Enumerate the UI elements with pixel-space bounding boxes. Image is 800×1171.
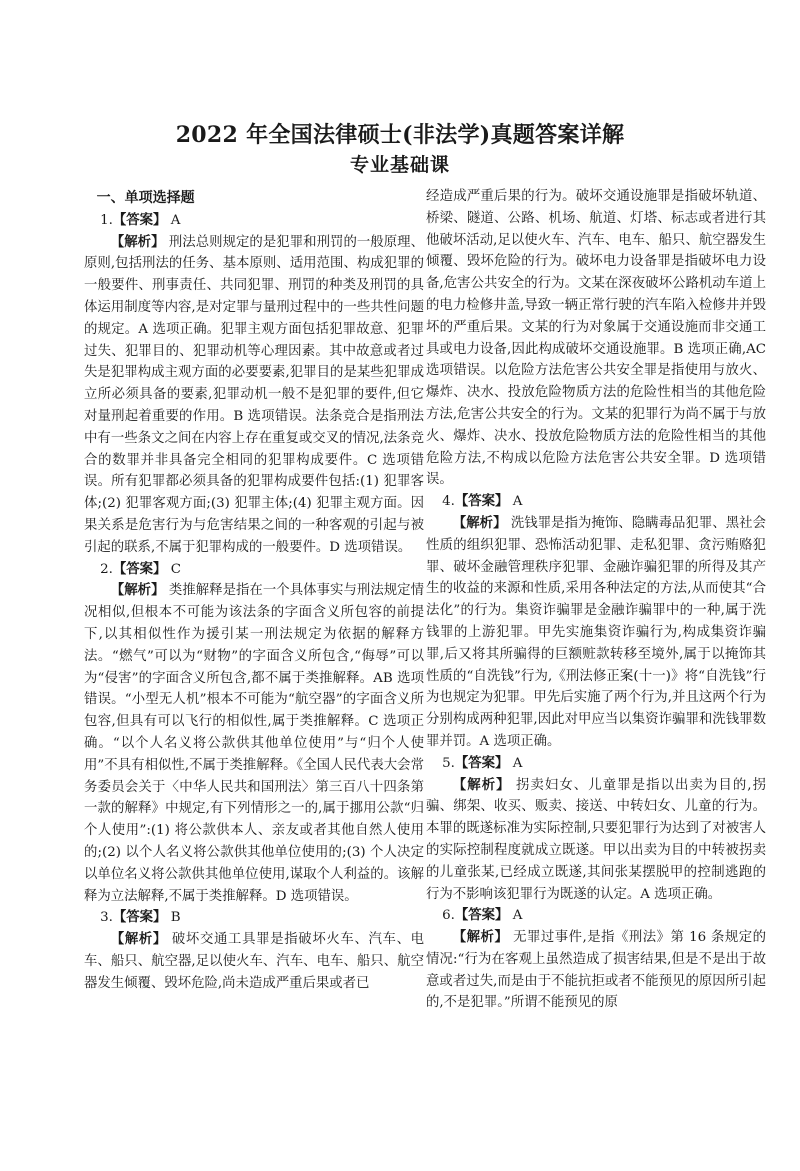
left-column	[84, 188, 424, 994]
question-number: 1.	[100, 212, 113, 228]
analysis-label: 【解析】	[452, 515, 507, 531]
answer-value: A	[512, 908, 523, 924]
analysis-label: 【解析】	[110, 932, 167, 948]
analysis-text: 洗钱罪是指为掩饰、隐瞒毒品犯罪、黑社会性质的组织犯罪、恐怖活动犯罪、走私犯罪、贪污贿赂犯罪、破坏金融管理秩序犯罪、金融诈骗犯罪的所得及其产生的收益的来源和性质,采用各种法定的方法,从而使其“合法化”的行为。集资诈骗罪是金融诈骗罪中的一种,属于洗钱罪的上游犯罪。甲先实施集资诈骗行为,构成集资诈骗罪,后又将其所骗得的巨额赃款转移至境外,属于以掩饰其性质的“自洗钱”行为,《刑法修正案(十一)》将“自洗钱”行为也规定为犯罪。甲先后实施了两个行为,并且这两个行为分别构成两种犯罪,因此对甲应当以集资诈骗罪和洗钱罪数罪并罚。A 选项正确。	[426, 515, 767, 749]
analysis-text: 类推解释是指在一个具体事实与刑法规定情况相似,但根本不可能为该法条的字面含义所包容的前提下,以其相似性作为援引某一刑法规定为依据的解释方法。“燃气”可以为“财物”的字面含义所包含,“侮辱”可以为“侵害”的字面含义所包含,都不属于类推解释。AB 选项错误。“小型无人机”根本不可能为“航空器”的字面含义所包容,但具有可以飞行的相似性,属于类推解释。C 选项正确。“以个人名义将公款供其他单位使用”与“归个人使用”不具有相似性,不属于类推解释。《全国人民代表大会常务委员会关于〈中华人民共和国刑法〉第三百八十四条第一款的解释》中规定,有下列情形之一的,属于挪用公款“归个人使用”:(1) 将公款供本人、亲友或者其他自然人使用的;(2) 以个人名义将公款供其他单位使用的;(3) 个人决定以单位名义将公款供其他单位使用,谋取个人利益的。该解释为立法解释,不属于类推解释。D 选项错误。	[84, 583, 425, 904]
question-1-analysis	[84, 232, 424, 559]
analysis-label: 【解析】	[110, 234, 165, 250]
right-column	[426, 186, 766, 1014]
question-2-analysis	[84, 580, 424, 907]
question-number: 5.	[442, 755, 455, 771]
page-title: 2022 年全国法律硕士(非法学)真题答案详解	[175, 122, 625, 148]
analysis-text: 无罪过事件,是指《刑法》第 16 条规定的情况:“行为在客观上虽然造成了损害结果,但是不是出于故意或者过失,而是由于不能抗拒或者不能预见的原因所引起的,不是犯罪。”所谓不能预见的原	[426, 930, 766, 1011]
question-4-analysis	[426, 513, 766, 753]
question-3-analysis-part1	[84, 929, 424, 994]
question-number: 3.	[100, 910, 113, 926]
answer-label: 【答案】	[112, 212, 167, 228]
answer-value: A	[512, 755, 523, 771]
question-6-analysis	[426, 927, 766, 1014]
analysis-text: 破坏交通工具罪是指破坏火车、汽车、电车、船只、航空器,足以使火车、汽车、电车、船只、航空器发生倾覆、毁坏危险,尚未造成严重后果或者已	[84, 932, 425, 991]
answer-value: C	[170, 561, 181, 577]
question-1-answer	[84, 210, 424, 232]
question-3-answer	[84, 907, 424, 929]
analysis-text: 拐卖妇女、儿童罪是指以出卖为目的,拐骗、绑架、收买、贩卖、接送、中转妇女、儿童的行为。本罪的既遂标准为实际控制,只要犯罪行为达到了对被害人的实际控制程度就成立既遂。甲以出卖为目的中转被拐卖的儿童张某,已经成立既遂,其间张某摆脱甲的控制逃跑的行为不影响该犯罪行为既遂的认定。A 选项正确。	[426, 777, 766, 902]
question-5-analysis	[426, 775, 766, 906]
answer-label: 【答案】	[454, 494, 509, 510]
analysis-label: 【解析】	[452, 930, 509, 946]
question-4-answer	[426, 491, 766, 513]
answer-value: A	[512, 494, 523, 510]
question-2-answer	[84, 559, 424, 581]
analysis-label: 【解析】	[110, 583, 165, 599]
answer-value: A	[170, 212, 181, 228]
section-heading: 一、单项选择题	[96, 190, 195, 206]
page-subtitle: 专业基础课	[349, 154, 450, 176]
answer-label: 【答案】	[112, 561, 167, 577]
question-6-answer	[426, 905, 766, 927]
answer-label: 【答案】	[112, 910, 167, 926]
analysis-text: 刑法总则规定的是犯罪和刑罚的一般原理、原则,包括刑法的任务、基本原则、适用范围、构成犯罪的一般要件、刑事责任、共同犯罪、刑罚的种类及刑罚的具体运用制度等内容,是对定罪与量刑过程中的一些共性问题的规定。A 选项正确。犯罪主观方面包括犯罪故意、犯罪过失、犯罪目的、犯罪动机等心理因素。其中故意或者过失是犯罪构成主观方面的必要要素,犯罪目的是某些犯罪成立所必须具备的要素,犯罪动机一般不是犯罪的要件,但它对量刑起着重要的作用。B 选项错误。法条竞合是指刑法中有一些条文之间在内容上存在重复或交叉的情况,法条竞合的数罪并非具备完全相同的犯罪构成要件。C 选项错误。所有犯罪都必须具备的犯罪构成要件包括:(1) 犯罪客体;(2) 犯罪客观方面;(3) 犯罪主体;(4) 犯罪主观方面。因果关系是危害行为与危害结果之间的一种客观的引起与被引起的联系,不属于犯罪构成的一般要件。D 选项错误。	[84, 234, 425, 555]
question-number: 6.	[442, 908, 455, 924]
question-number: 4.	[442, 494, 455, 510]
analysis-label: 【解析】	[452, 777, 511, 793]
answer-label: 【答案】	[454, 908, 509, 924]
question-5-answer	[426, 753, 766, 775]
answer-label: 【答案】	[454, 755, 509, 771]
question-number: 2.	[100, 561, 113, 577]
question-3-analysis-part2: 经造成严重后果的行为。破坏交通设施罪是指破坏轨道、桥梁、隧道、公路、机场、航道、灯塔、标志或者进行其他破坏活动,足以使火车、汽车、电车、船只、航空器发生倾覆、毁坏危险的行为。破坏电力设备罪是指破坏电力设备,危害公共安全的行为。文某在深夜破坏公路机动车道上的电力检修井盖,导致一辆正常行驶的汽车陷入检修井并毁坏的严重后果。文某的行为对象属于交通设施而非交通工具或电力设备,因此构成破坏交通设施罪。B 选项正确,AC 选项错误。以危险方法危害公共安全罪是指使用与放火、爆炸、决水、投放危险物质方法的危险性相当的其他危险方法,危害公共安全的行为。文某的犯罪行为尚不属于与放火、爆炸、决水、投放危险物质方法的危险性相当的其他危险方法,不构成以危险方法危害公共安全罪。D 选项错误。	[426, 189, 766, 488]
answer-value: B	[170, 910, 181, 926]
